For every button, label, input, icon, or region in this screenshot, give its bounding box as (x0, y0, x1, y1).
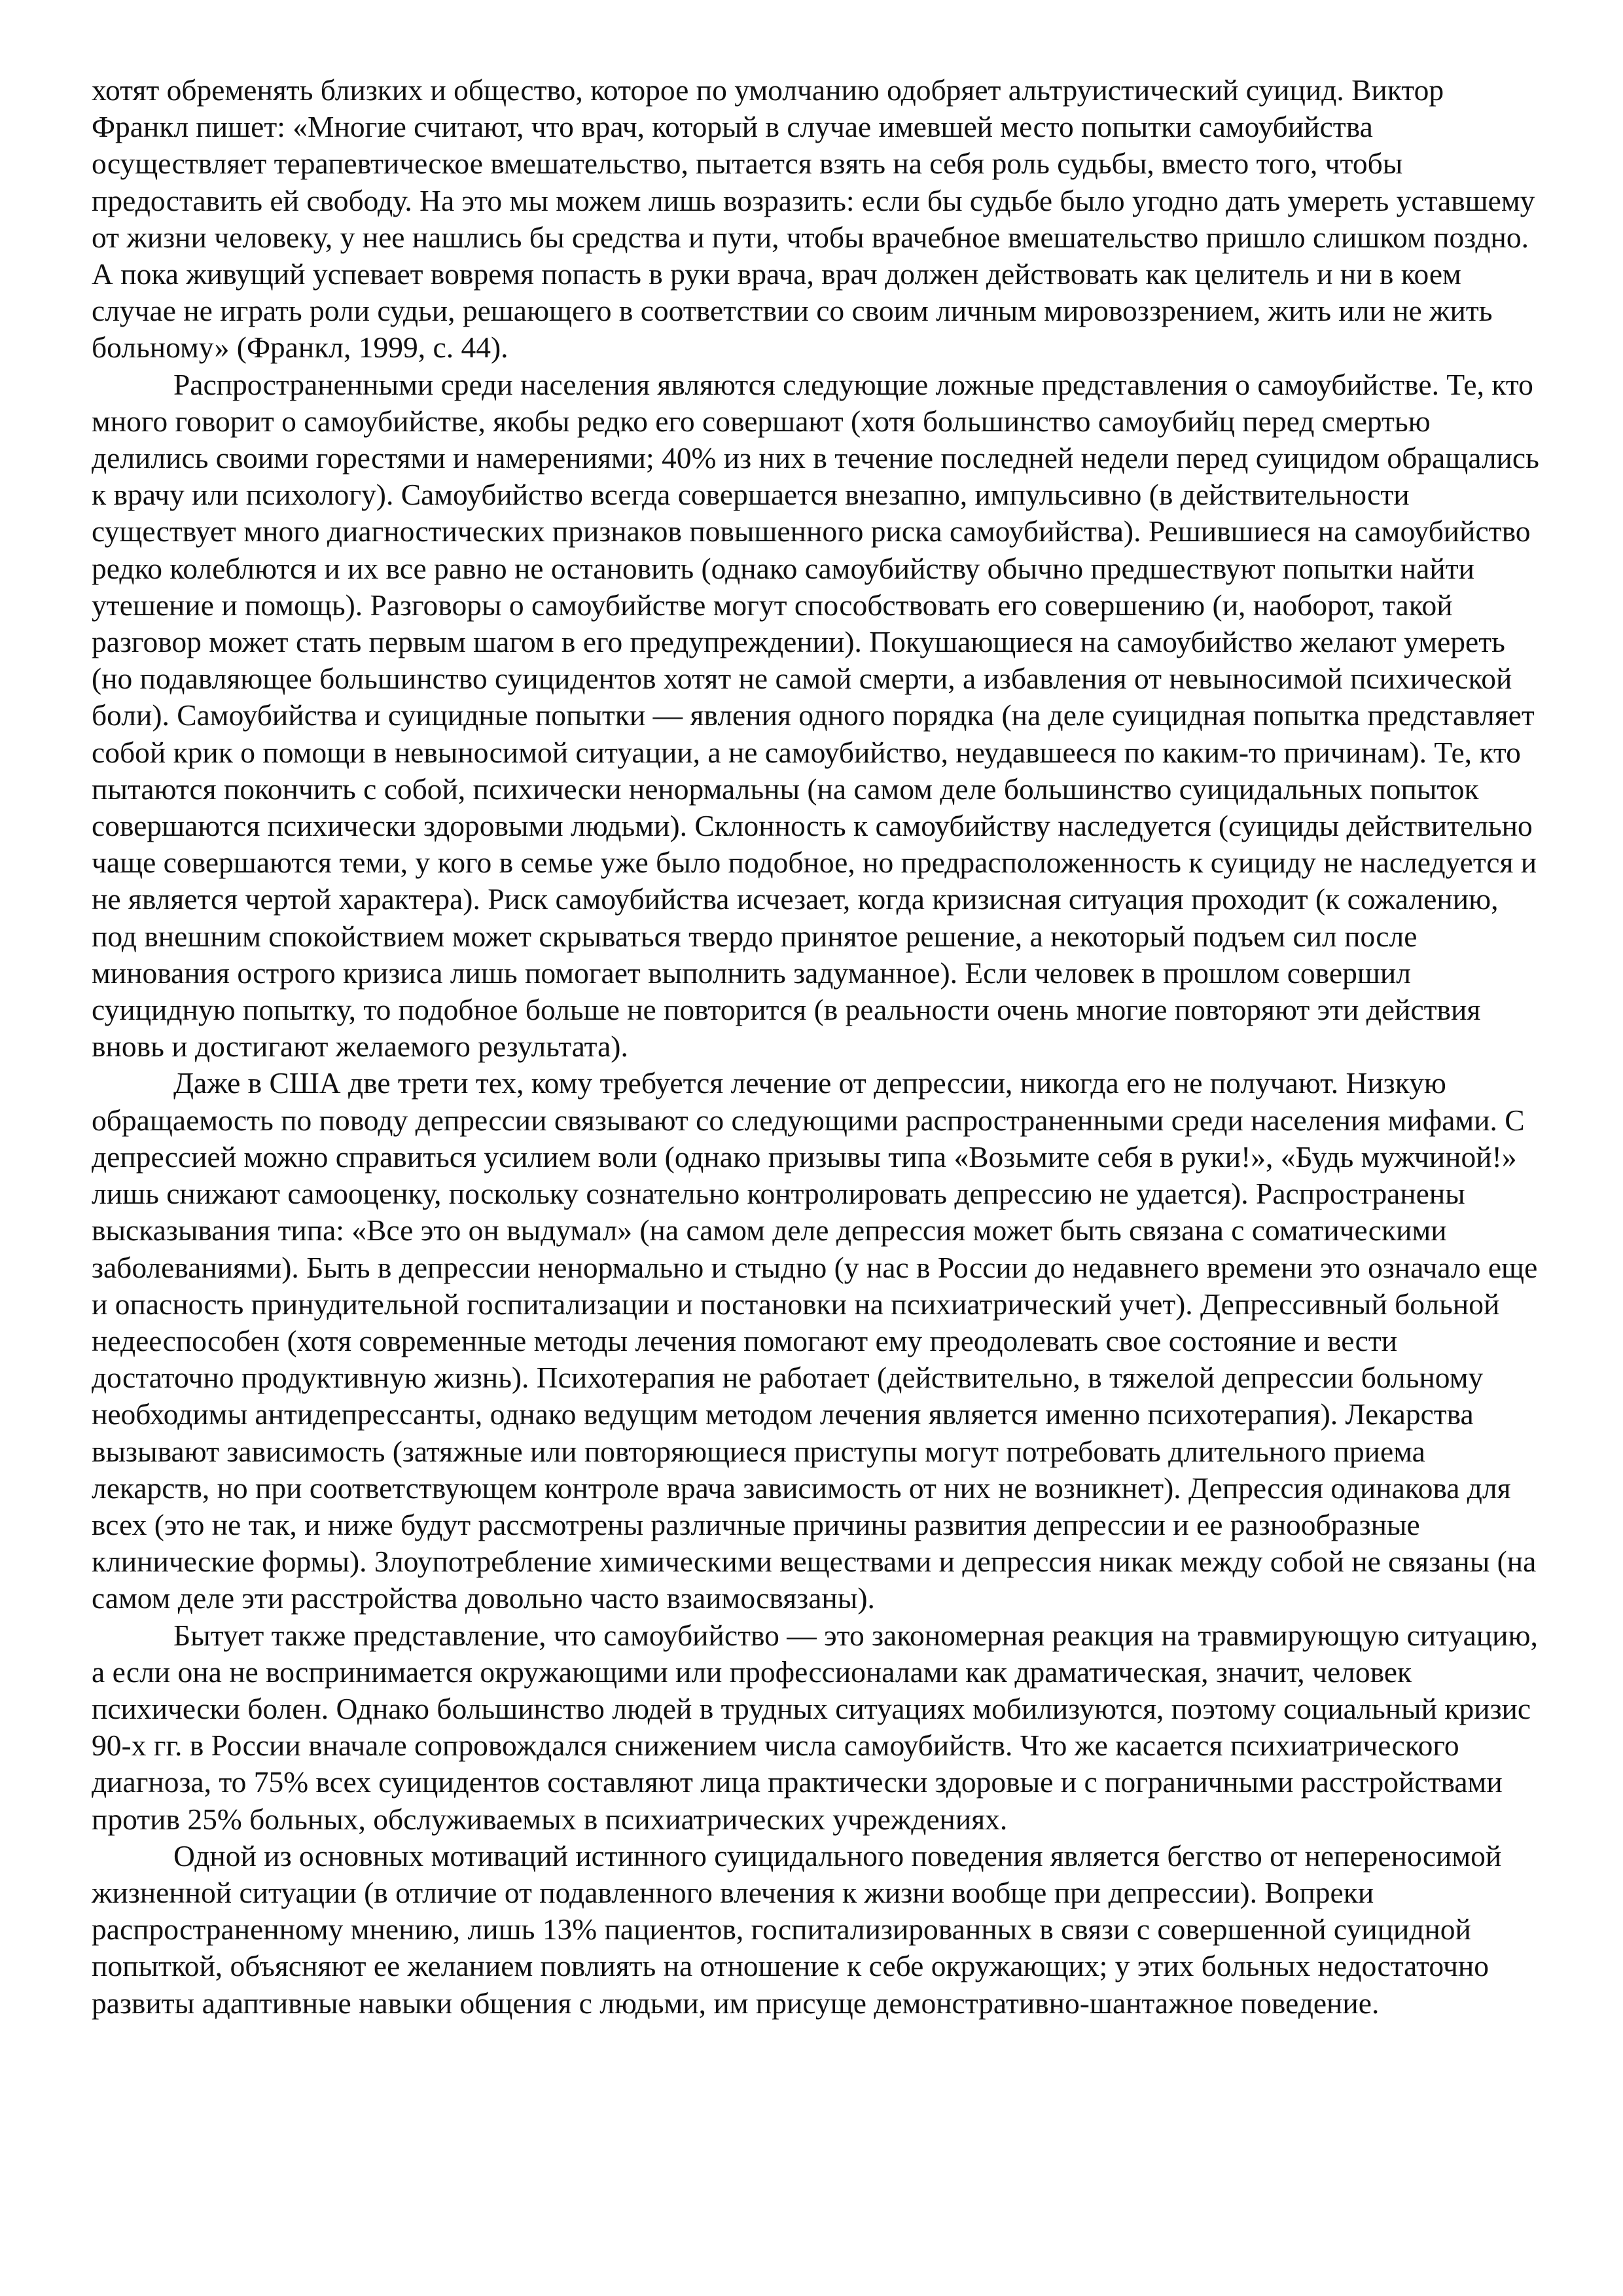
paragraph-frankl-quote: хотят обременять близких и общество, которое по умолчанию одобряет альтруистический суицид. Виктор Франкл пишет: «Многие считают, что врач, который в случае имевшей место попытки самоубийства осуществляет терапевтическое вмешательство, пытается взять на себя роль судьбы, вместо того, чтобы предоставить ей свободу. На это мы можем лишь возразить: если бы судьбе было угодно дать умереть уставшему от жизни человеку, у нее нашлись бы средства и пути, чтобы врачебное вмешательство пришло слишком поздно. А пока живущий успевает вовремя попасть в руки врача, врач должен действовать как целитель и ни в коем случае не играть роли судьи, решающего в соответствии со своим личным мировоззрением, жить или не жить больному» (Франкл, 1999, с. 44). (92, 73, 1535, 365)
paragraph-suicide-misconceptions: Распространенными среди населения являются следующие ложные представления о самоубийстве. Те, кто много говорит о самоубийстве, якобы редко его совершают (хотя большинство самоубийц перед смертью делились своими горестями и намерениями; 40% из них в течение последней недели перед суицидом обращались к врачу или психологу). Самоубийство всегда совершается внезапно, импульсивно (в действительности существует много диагностических признаков повышенного риска самоубийства). Решившиеся на самоубийство редко колеблются и их все равно не остановить (однако самоубийству обычно предшествуют попытки найти утешение и помощь). Разговоры о самоубийстве могут способствовать его совершению (и, наоборот, такой разговор может стать первым шагом в его предупреждении). Покушающиеся на самоубийство желают умереть (но подавляющее большинство суицидентов хотят не самой смерти, а избавления от невыносимой психической боли). Самоубийства и суицидные попытки — явления одного порядка (на деле суицидная попытка представляет собой крик о помощи в невыносимой ситуации, а не самоубийство, неудавшееся по каким-то причинам). Те, кто пытаются покончить с собой, психически ненормальны (на самом деле большинство суицидальных попыток совершаются психически здоровыми людьми). Склонность к самоубийству наследуется (суициды действительно чаще совершаются теми, у кого в семье уже было подобное, но предрасположенность к суициду не наследуется и не является чертой характера). Риск самоубийства исчезает, когда кризисная ситуация проходит (к сожалению, под внешним спокойствием может скрываться твердо принятое решение, а некоторый подъем сил после минования острого кризиса лишь помогает выполнить задуманное). Если человек в прошлом совершил суицидную попытку, то подобное больше не повторится (в реальности очень многие повторяют эти действия вновь и достигают желаемого результата). (92, 367, 1539, 1064)
paragraph-traumatic-situation: Бытует также представление, что самоубийство — это закономерная реакция на травмирующую ситуацию, а если она не воспринимается окружающими или профессионалами как драматическая, значит, человек психически болен. Однако большинство людей в трудных ситуациях мобилизуются, поэтому социальный кризис 90-х гг. в России вначале сопровождался снижением числа самоубийств. Что же касается психиатрического диагноза, то 75% всех суицидентов составляют лица практически здоровые и с пограничными расстройствами против 25% больных, обслуживаемых в психиатрических учреждениях. (92, 1618, 1538, 1836)
paragraph-suicidal-motivation: Одной из основных мотиваций истинного суицидального поведения является бегство от непереносимой жизненной ситуации (в отличие от подавленного влечения к жизни вообще при депрессии). Вопреки распространенному мнению, лишь 13% пациентов, госпитализированных в связи с совершенной суицидной попыткой, объясняют ее желанием повлиять на отношение к себе окружающих; у этих больных недостаточно развиты адаптивные навыки общения с людьми, им присуще демонстративно-шантажное поведение. (92, 1839, 1502, 2020)
paragraph-depression-myths: Даже в США две трети тех, кому требуется лечение от депрессии, никогда его не получают. Низкую обращаемость по поводу депрессии связывают со следующими распространенными среди населения мифами. С депрессией можно справиться усилием воли (однако призывы типа «Возьмите себя в руки!», «Будь мужчиной!» лишь снижают самооценку, поскольку сознательно контролировать депрессию не удается). Распространены высказывания типа: «Все это он выдумал» (на самом деле депрессия может быть связана с соматическими заболеваниями). Быть в депрессии ненормально и стыдно (у нас в России до недавнего времени это означало еще и опасность принудительной госпитализации и постановки на психиатрический учет). Депрессивный больной недееспособен (хотя современные методы лечения помогают ему преодолевать свое состояние и вести достаточно продуктивную жизнь). Психотерапия не работает (действительно, в тяжелой депрессии больному необходимы антидепрессанты, однако ведущим методом лечения является именно психотерапия). Лекарства вызывают зависимость (затяжные или повторяющиеся приступы могут потребовать длительного приема лекарств, но при соответствующем контроле врача зависимость от них не возникнет). Депрессия одинакова для всех (это не так, и ниже будут рассмотрены различные причины развития депрессии и ее разнообразные клинические формы). Злоупотребление химическими веществами и депрессия никак между собой не связаны (на самом деле эти расстройства довольно часто взаимосвязаны). (92, 1066, 1538, 1615)
document-page (92, 72, 1541, 2022)
